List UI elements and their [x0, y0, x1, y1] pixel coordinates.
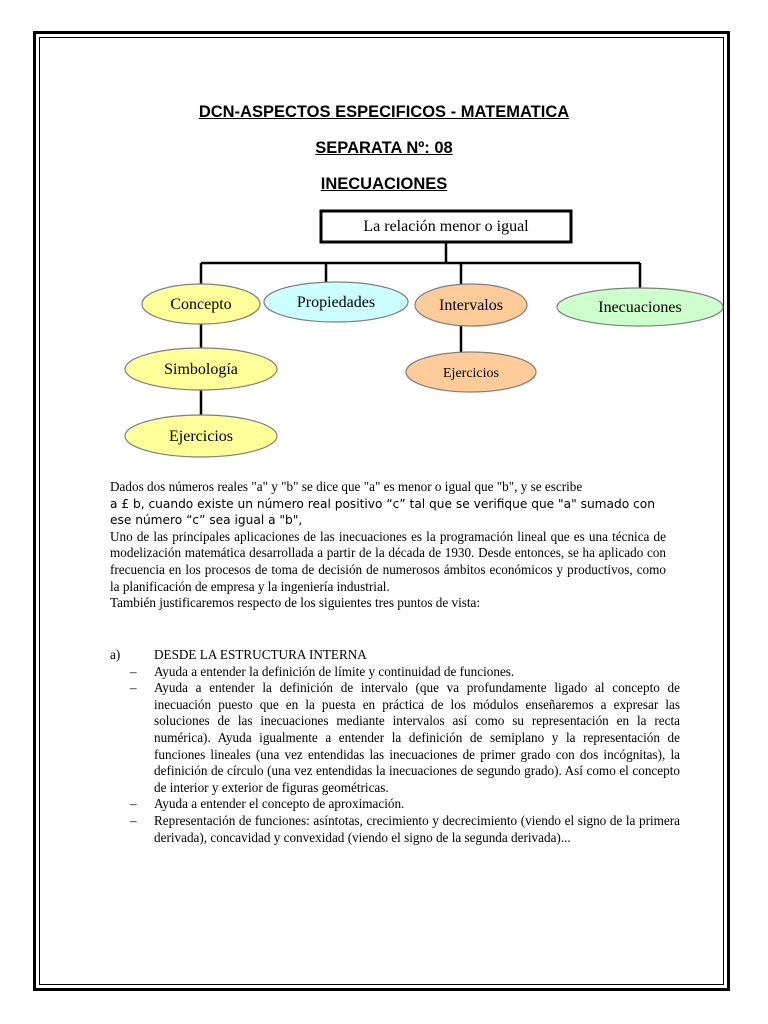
connectors [201, 242, 640, 415]
list-item [130, 813, 680, 846]
label-simbologia: Simbología [164, 361, 238, 378]
list-item-text: Ayuda a entender el concepto de aproximación. [154, 796, 405, 812]
body-paragraphs [110, 479, 666, 612]
label-concepto: Concepto [170, 296, 232, 313]
concept-map [0, 0, 768, 470]
dash-bullet: – [130, 680, 137, 696]
dash-bullet: – [130, 812, 137, 828]
list-item [130, 796, 680, 813]
list-item-text: Ayuda a entender la definición de intervalo (que va profundamente ligado al concepto de inecuación puesto que en la puesta en práctica de los módulos enseñaremos a expresar las soluciones de las inecuaciones mediante intervalos así como su representación en la recta numérica). Ayuda igualmente a entender la definición de semiplano y la representación de funciones lineales (una vez entendidas las inecuaciones de primer grado con dos incógnitas), la definición de círculo (una vez entendidas la inecuaciones de segundo grado). Así como el concepto de interior y exterior de figuras geométricas. [154, 680, 680, 795]
label-ejercicios-left: Ejercicios [169, 428, 233, 445]
definition-line-3: ese número “c” sea igual a "b", [110, 513, 303, 528]
section-a-heading [110, 647, 680, 664]
label-propiedades: Propiedades [296, 294, 376, 311]
dash-bullet: – [130, 796, 137, 812]
list-item [130, 664, 680, 681]
list-item [130, 680, 680, 796]
section-a-label: a) [110, 647, 121, 662]
section-a [110, 647, 680, 846]
section-a-list [130, 664, 680, 847]
topic-title: INECUACIONES [320, 175, 448, 193]
list-item-text: Ayuda a entender la definición de límite y continuidad de funciones. [154, 663, 515, 679]
root-label: La relación menor o igual [363, 218, 529, 235]
document-title: DCN-ASPECTOS ESPECIFICOS - MATEMATICA [198, 103, 570, 121]
section-a-title: DESDE LA ESTRUCTURA INTERNA [154, 647, 367, 662]
justification-intro: También justificaremos respecto de los siguientes tres puntos de vista: [110, 595, 481, 611]
separata-number: SEPARATA Nº: 08 [315, 139, 453, 157]
label-intervalos: Intervalos [439, 297, 503, 314]
label-ejercicios-right: Ejercicios [443, 366, 499, 381]
label-inecuaciones: Inecuaciones [598, 299, 682, 316]
definition-line-1: Dados dos números reales "a" y "b" se dice que "a" es menor o igual que "b", y se escribe [110, 479, 583, 494]
application-paragraph: Uno de las principales aplicaciones de las inecuaciones es la programación lineal que es una técnica de modelización matemática desarrollada a partir de la década de 1930. Desde entonces, se ha aplicado con frecuencia en los procesos de toma de decisión de numerosos ámbitos económicos y productivos, como la planificación de empresa y la ingeniería industrial. [110, 528, 666, 594]
list-item-text: Representación de funciones: asíntotas, crecimiento y decrecimiento (viendo el signo de la primera derivada), concavidad y convexidad (viendo el signo de la segunda derivada)... [154, 812, 680, 845]
dash-bullet: – [130, 663, 137, 679]
definition-line-2: a £ b, cuando existe un número real positivo “c” tal que se verifique que "a" sumado con [110, 496, 655, 511]
